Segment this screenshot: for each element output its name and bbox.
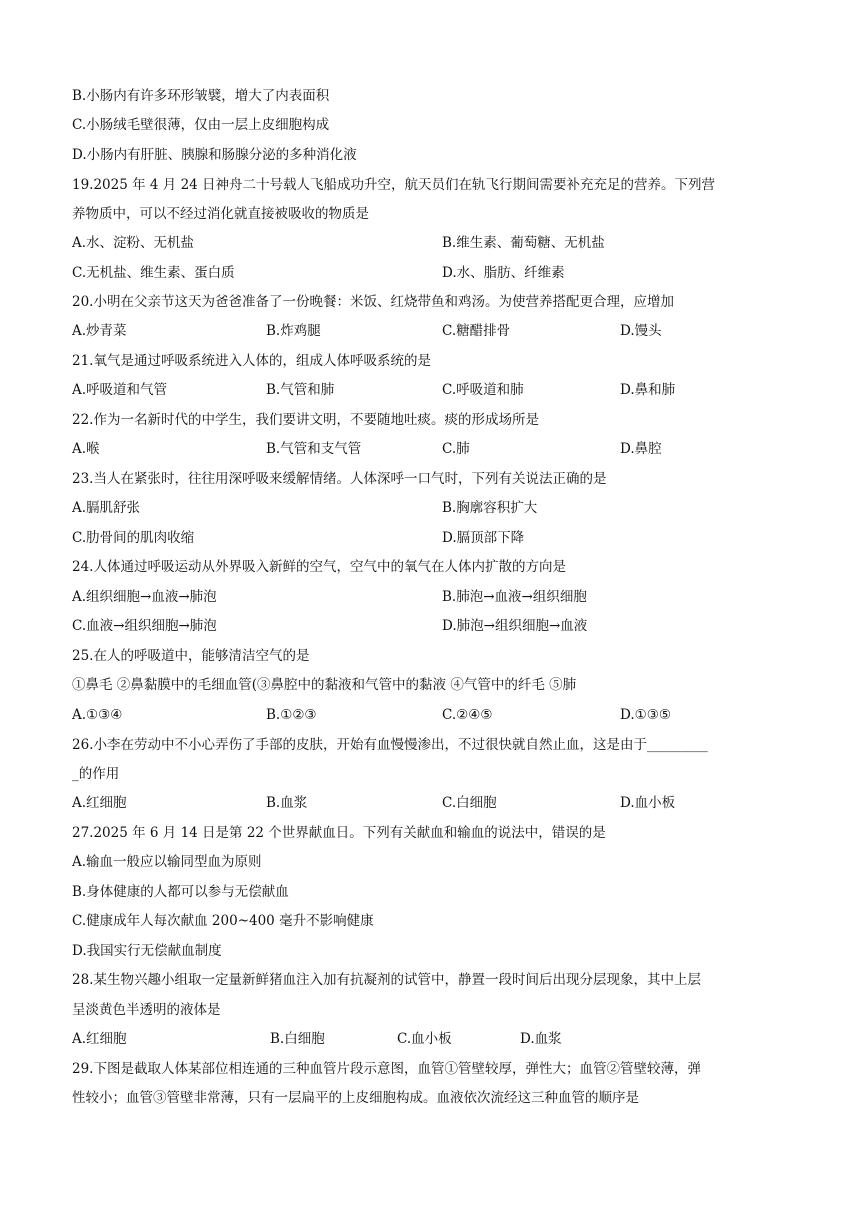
q26-option-b: B.血浆: [266, 795, 308, 811]
q23-option-d: D.膈顶部下降: [442, 530, 525, 546]
q28-option-a: A.红细胞: [72, 1031, 127, 1047]
q29-stem-line1: 29.下图是截取人体某部位相连通的三种血管片段示意图，血管①管壁较厚，弹性大；血管②管壁较薄，弹: [72, 1061, 701, 1077]
q24-option-c: C.血液→组织细胞→肺泡: [72, 618, 217, 634]
q20-option-a: A.炒青菜: [72, 323, 127, 339]
q21-option-c: C.呼吸道和肺: [442, 382, 524, 398]
q20-option-b: B.炸鸡腿: [266, 323, 321, 339]
q26-stem-line1: 26.小李在劳动中不小心弄伤了手部的皮肤，开始有血慢慢渗出，不过很快就自然止血，这是由于_________: [72, 737, 708, 753]
q25-option-c: C.②④⑤: [442, 707, 493, 723]
q23-option-c: C.肋骨间的肌肉收缩: [72, 530, 195, 546]
q27-option-c: C.健康成年人每次献血 200~400 毫升不影响健康: [72, 913, 374, 929]
q19-stem-line1: 19.2025 年 4 月 24 日神舟二十号载人飞船成功升空，航天员们在轨飞行期间需要补充充足的营养。下列营: [72, 177, 716, 193]
q24-stem: 24.人体通过呼吸运动从外界吸入新鲜的空气，空气中的氧气在人体内扩散的方向是: [72, 559, 566, 575]
q28-stem-line1: 28.某生物兴趣小组取一定量新鲜猪血注入加有抗凝剂的试管中，静置一段时间后出现分层现象，其中上层: [72, 972, 701, 988]
q19-stem-line2: 养物质中，可以不经过消化就直接被吸收的物质是: [72, 206, 369, 222]
q24-option-a: A.组织细胞→血液→肺泡: [72, 589, 217, 605]
q22-option-d: D.鼻腔: [620, 441, 662, 457]
q26-option-c: C.白细胞: [442, 795, 497, 811]
q18-option-d: D.小肠内有肝脏、胰腺和肠腺分泌的多种消化液: [72, 147, 357, 163]
q20-option-d: D.馒头: [620, 323, 662, 339]
q26-stem-line2: _的作用: [72, 766, 120, 782]
q21-option-d: D.鼻和肺: [620, 382, 676, 398]
q27-option-a: A.输血一般应以输同型血为原则: [72, 854, 262, 870]
q21-option-b: B.气管和肺: [266, 382, 335, 398]
q25-stem: 25.在人的呼吸道中，能够清洁空气的是: [72, 648, 310, 664]
q25-option-a: A.①③④: [72, 707, 123, 723]
q26-option-a: A.红细胞: [72, 795, 127, 811]
q23-option-b: B.胸廓容积扩大: [442, 500, 538, 516]
q21-stem: 21.氧气是通过呼吸系统进入人体的，组成人体呼吸系统的是: [72, 353, 431, 369]
q20-stem: 20.小明在父亲节这天为爸爸准备了一份晚餐：米饭、红烧带鱼和鸡汤。为使营养搭配更合理，应增加: [72, 294, 674, 310]
q19-option-a: A.水、淀粉、无机盐: [72, 235, 195, 251]
q27-option-d: D.我国实行无偿献血制度: [72, 943, 222, 959]
q25-option-b: B.①②③: [266, 707, 317, 723]
q23-option-a: A.膈肌舒张: [72, 500, 141, 516]
q20-option-c: C.糖醋排骨: [442, 323, 511, 339]
q25-option-d: D.①③⑤: [620, 707, 671, 723]
q22-stem: 22.作为一名新时代的中学生，我们要讲文明，不要随地吐痰。痰的形成场所是: [72, 412, 539, 428]
q24-option-b: B.肺泡→血液→组织细胞: [442, 589, 587, 605]
q23-stem: 23.当人在紧张时，往往用深呼吸来缓解情绪。人体深呼一口气时，下列有关说法正确的是: [72, 471, 607, 487]
q28-stem-line2: 呈淡黄色半透明的液体是: [72, 1002, 221, 1018]
q22-option-b: B.气管和支气管: [266, 441, 362, 457]
q19-option-c: C.无机盐、维生素、蛋白质: [72, 265, 235, 281]
q27-stem: 27.2025 年 6 月 14 日是第 22 个世界献血日。下列有关献血和输血的说法中，错误的是: [72, 825, 606, 841]
q19-option-b: B.维生素、葡萄糖、无机盐: [442, 235, 605, 251]
q27-option-b: B.身体健康的人都可以参与无偿献血: [72, 884, 289, 900]
q24-option-d: D.肺泡→组织细胞→血液: [442, 618, 588, 634]
q22-option-a: A.喉: [72, 441, 100, 457]
q29-stem-line2: 性较小；血管③管壁非常薄，只有一层扁平的上皮细胞构成。血液依次流经这三种血管的顺序是: [72, 1090, 639, 1106]
q21-option-a: A.呼吸道和气管: [72, 382, 168, 398]
q28-option-b: B.白细胞: [270, 1031, 325, 1047]
q28-option-c: C.血小板: [397, 1031, 452, 1047]
q18-option-c: C.小肠绒毛壁很薄，仅由一层上皮细胞构成: [72, 117, 330, 133]
q18-option-b: B.小肠内有许多环形皱襞，增大了内表面积: [72, 88, 330, 104]
q22-option-c: C.肺: [442, 441, 470, 457]
q26-option-d: D.血小板: [620, 795, 676, 811]
q19-option-d: D.水、脂肪、纤维素: [442, 265, 565, 281]
q25-items: ①鼻毛 ②鼻黏膜中的毛细血管(③鼻腔中的黏液和气管中的黏液 ④气管中的纤毛 ⑤肺: [72, 677, 577, 693]
q28-option-d: D.血浆: [520, 1031, 562, 1047]
